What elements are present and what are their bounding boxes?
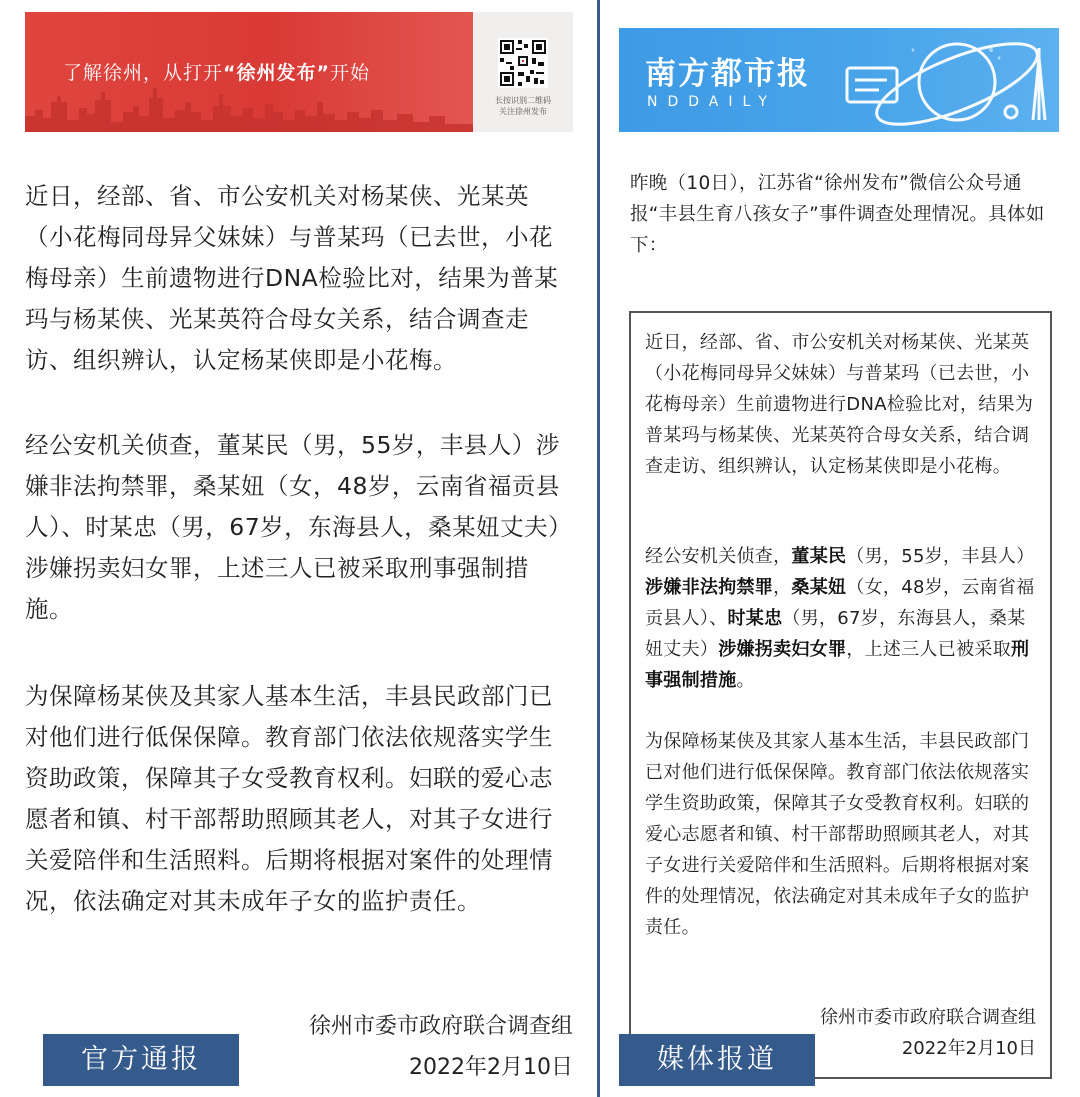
official-paragraph-2: 经公安机关侦查，董某民（男，55岁，丰县人）涉嫌非法拘禁罪，桑某妞（女，48岁，云南省福贡县人）、时某忠（男，67岁，东海县人，桑某妞丈夫）涉嫌拐卖妇女罪，上述三人已被采取刑事强制措施。 xyxy=(25,431,573,623)
official-report-tag: 官方通报 xyxy=(43,1034,239,1086)
qr-code-panel[interactable] xyxy=(473,12,573,132)
nddaily-logo-text: 南方都市报 xyxy=(645,56,810,92)
quoted-notice-box xyxy=(629,311,1052,1079)
media-report-tag: 媒体报道 xyxy=(619,1034,815,1086)
media-planet-graphic xyxy=(839,28,1059,132)
xuzhou-banner[interactable] xyxy=(25,12,473,132)
qr-code-icon xyxy=(498,38,548,88)
official-paragraph-1: 近日，经部、省、市公安机关对杨某侠、光某英（小花梅同母异父妹妹）与普某玛（已去世，小花梅母亲）生前遗物进行DNA检验比对，结果为普某玛与杨某侠、光某英符合母女关系，结合调查走访、组织辨认，认定杨某侠即是小花梅。 xyxy=(25,182,559,374)
official-date: 2022年2月10日 xyxy=(409,1055,573,1080)
nddaily-banner[interactable] xyxy=(619,28,1059,132)
banner-slogan: 了解徐州，从打开“徐州发布”开始 xyxy=(63,62,371,84)
quoted-paragraph-1: 近日，经部、省、市公安机关对杨某侠、光某英（小花梅同母异父妹妹）与普某玛（已去世，小花梅母亲）生前遗物进行DNA检验比对，结果为普某玛与杨某侠、光某英符合母女关系，结合调查走访、组织辨认，认定杨某侠即是小花梅。 xyxy=(645,332,1034,477)
media-intro-text: 昨晚（10日），江苏省“徐州发布”微信公众号通报“丰县生育八孩女子”事件调查处理情况。具体如下： xyxy=(630,173,1045,256)
official-paragraph-3: 为保障杨某侠及其家人基本生活，丰县民政部门已对他们进行低保保障。教育部门依法依规落实学生资助政策，保障其子女受教育权利。妇联的爱心志愿者和镇、村干部帮助照顾其老人，对其子女进行关爱陪伴和生活照料。后期将根据对案件的处理情况，依法确定对其未成年子女的监护责任。 xyxy=(25,682,553,915)
quoted-paragraph-3: 为保障杨某侠及其家人基本生活，丰县民政部门已对他们进行低保保障。教育部门依法依规落实学生资助政策，保障其子女受教育权利。妇联的爱心志愿者和镇、村干部帮助照顾其老人，对其子女进行关爱陪伴和生活照料。后期将根据对案件的处理情况，依法确定对其未成年子女的监护责任。 xyxy=(645,731,1030,938)
quoted-signature: 徐州市委市政府联合调查组 xyxy=(820,1007,1036,1028)
qr-caption-line-2: 关注徐州发布 xyxy=(499,107,547,116)
official-signature: 徐州市委市政府联合调查组 xyxy=(308,1014,573,1039)
nddaily-english-name: NDDAILY xyxy=(647,94,777,110)
quoted-paragraph-2: 经公安机关侦查，董某民（男，55岁，丰县人）涉嫌非法拘禁罪，桑某妞（女，48岁，云南省福贡县人）、时某忠（男，67岁，东海县人，桑某妞丈夫）涉嫌拐卖妇女罪，上述三人已被采取刑事强制措施。 xyxy=(645,546,1035,691)
quoted-date: 2022年2月10日 xyxy=(901,1038,1036,1059)
qr-caption-line-1: 长按识别二维码 xyxy=(495,96,551,105)
media-column xyxy=(600,0,1080,1097)
